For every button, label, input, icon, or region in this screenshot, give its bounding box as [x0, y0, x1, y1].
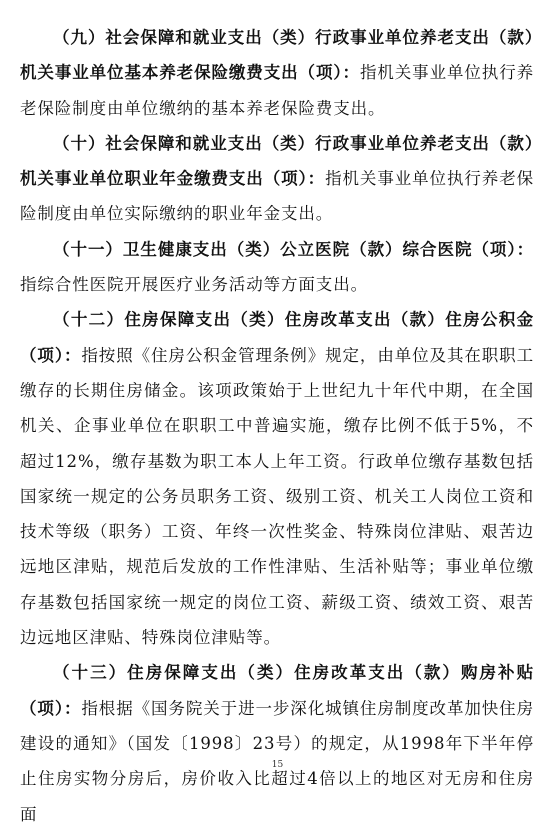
document-body [20, 20, 534, 832]
paragraph-10 [20, 126, 534, 232]
paragraph-heading: （十）社会保障和就业支出（类）行政事业单位养老支出（款）机关事业单位职业年金缴费支出（项）： [20, 133, 534, 189]
paragraph-heading: （十三）住房保障支出（类）住房改革支出（款）购房补贴（项）： [20, 663, 534, 718]
paragraph-text: 指按照《住房公积金管理条例》规定，由单位及其在职职工缴存的长期住房储金。该项政策始于上世纪九十年代中期，在全国机关、企事业单位在职职工中普遍实施，缴存比例不低于5%，不超过12%，缴存基数为职工本人上年工资。行政单位缴存基数包括国家统一规定的公务员职务工资、级别工资、机关工人岗位工资和技术等级（职务）工资、年终一次性奖金、特殊岗位津贴、艰苦边远地区津贴，规范后发放的工作性津贴、生活补贴等；事业单位缴存基数包括国家统一规定的岗位工资、薪级工资、绩效工资、艰苦边远地区津贴、特殊岗位津贴等。 [20, 345, 534, 648]
paragraph-text: 指根据《国务院关于进一步深化城镇住房制度改革加快住房建设的通知》（国发〔1998〕23号）的规定，从1998年下半年停止住房实物分房后，房价收入比超过4倍以上的地区对无房和住房面 [20, 698, 534, 824]
paragraph-heading: （十二）住房保障支出（类）住房改革支出（款）住房公积金（项）： [20, 310, 534, 365]
paragraph-heading: （九）社会保障和就业支出（类）行政事业单位养老支出（款）机关事业单位基本养老保险缴费支出（项）： [20, 28, 534, 83]
paragraph-text: 指机关事业单位执行养老保险制度由单位实际缴纳的职业年金支出。 [20, 169, 534, 224]
paragraph-text: 指综合性医院开展医疗业务活动等方面支出。 [20, 275, 368, 295]
paragraph-13 [20, 655, 534, 831]
paragraph-9 [20, 20, 534, 126]
paragraph-12 [20, 302, 534, 655]
paragraph-text: 指机关事业单位执行养老保险制度由单位缴纳的基本养老保险费支出。 [20, 63, 535, 118]
page-number: 15 [271, 760, 284, 770]
paragraph-11 [20, 232, 534, 303]
paragraph-heading: （十一）卫生健康支出（类）公立医院（款）综合医院（项）： [53, 239, 534, 259]
